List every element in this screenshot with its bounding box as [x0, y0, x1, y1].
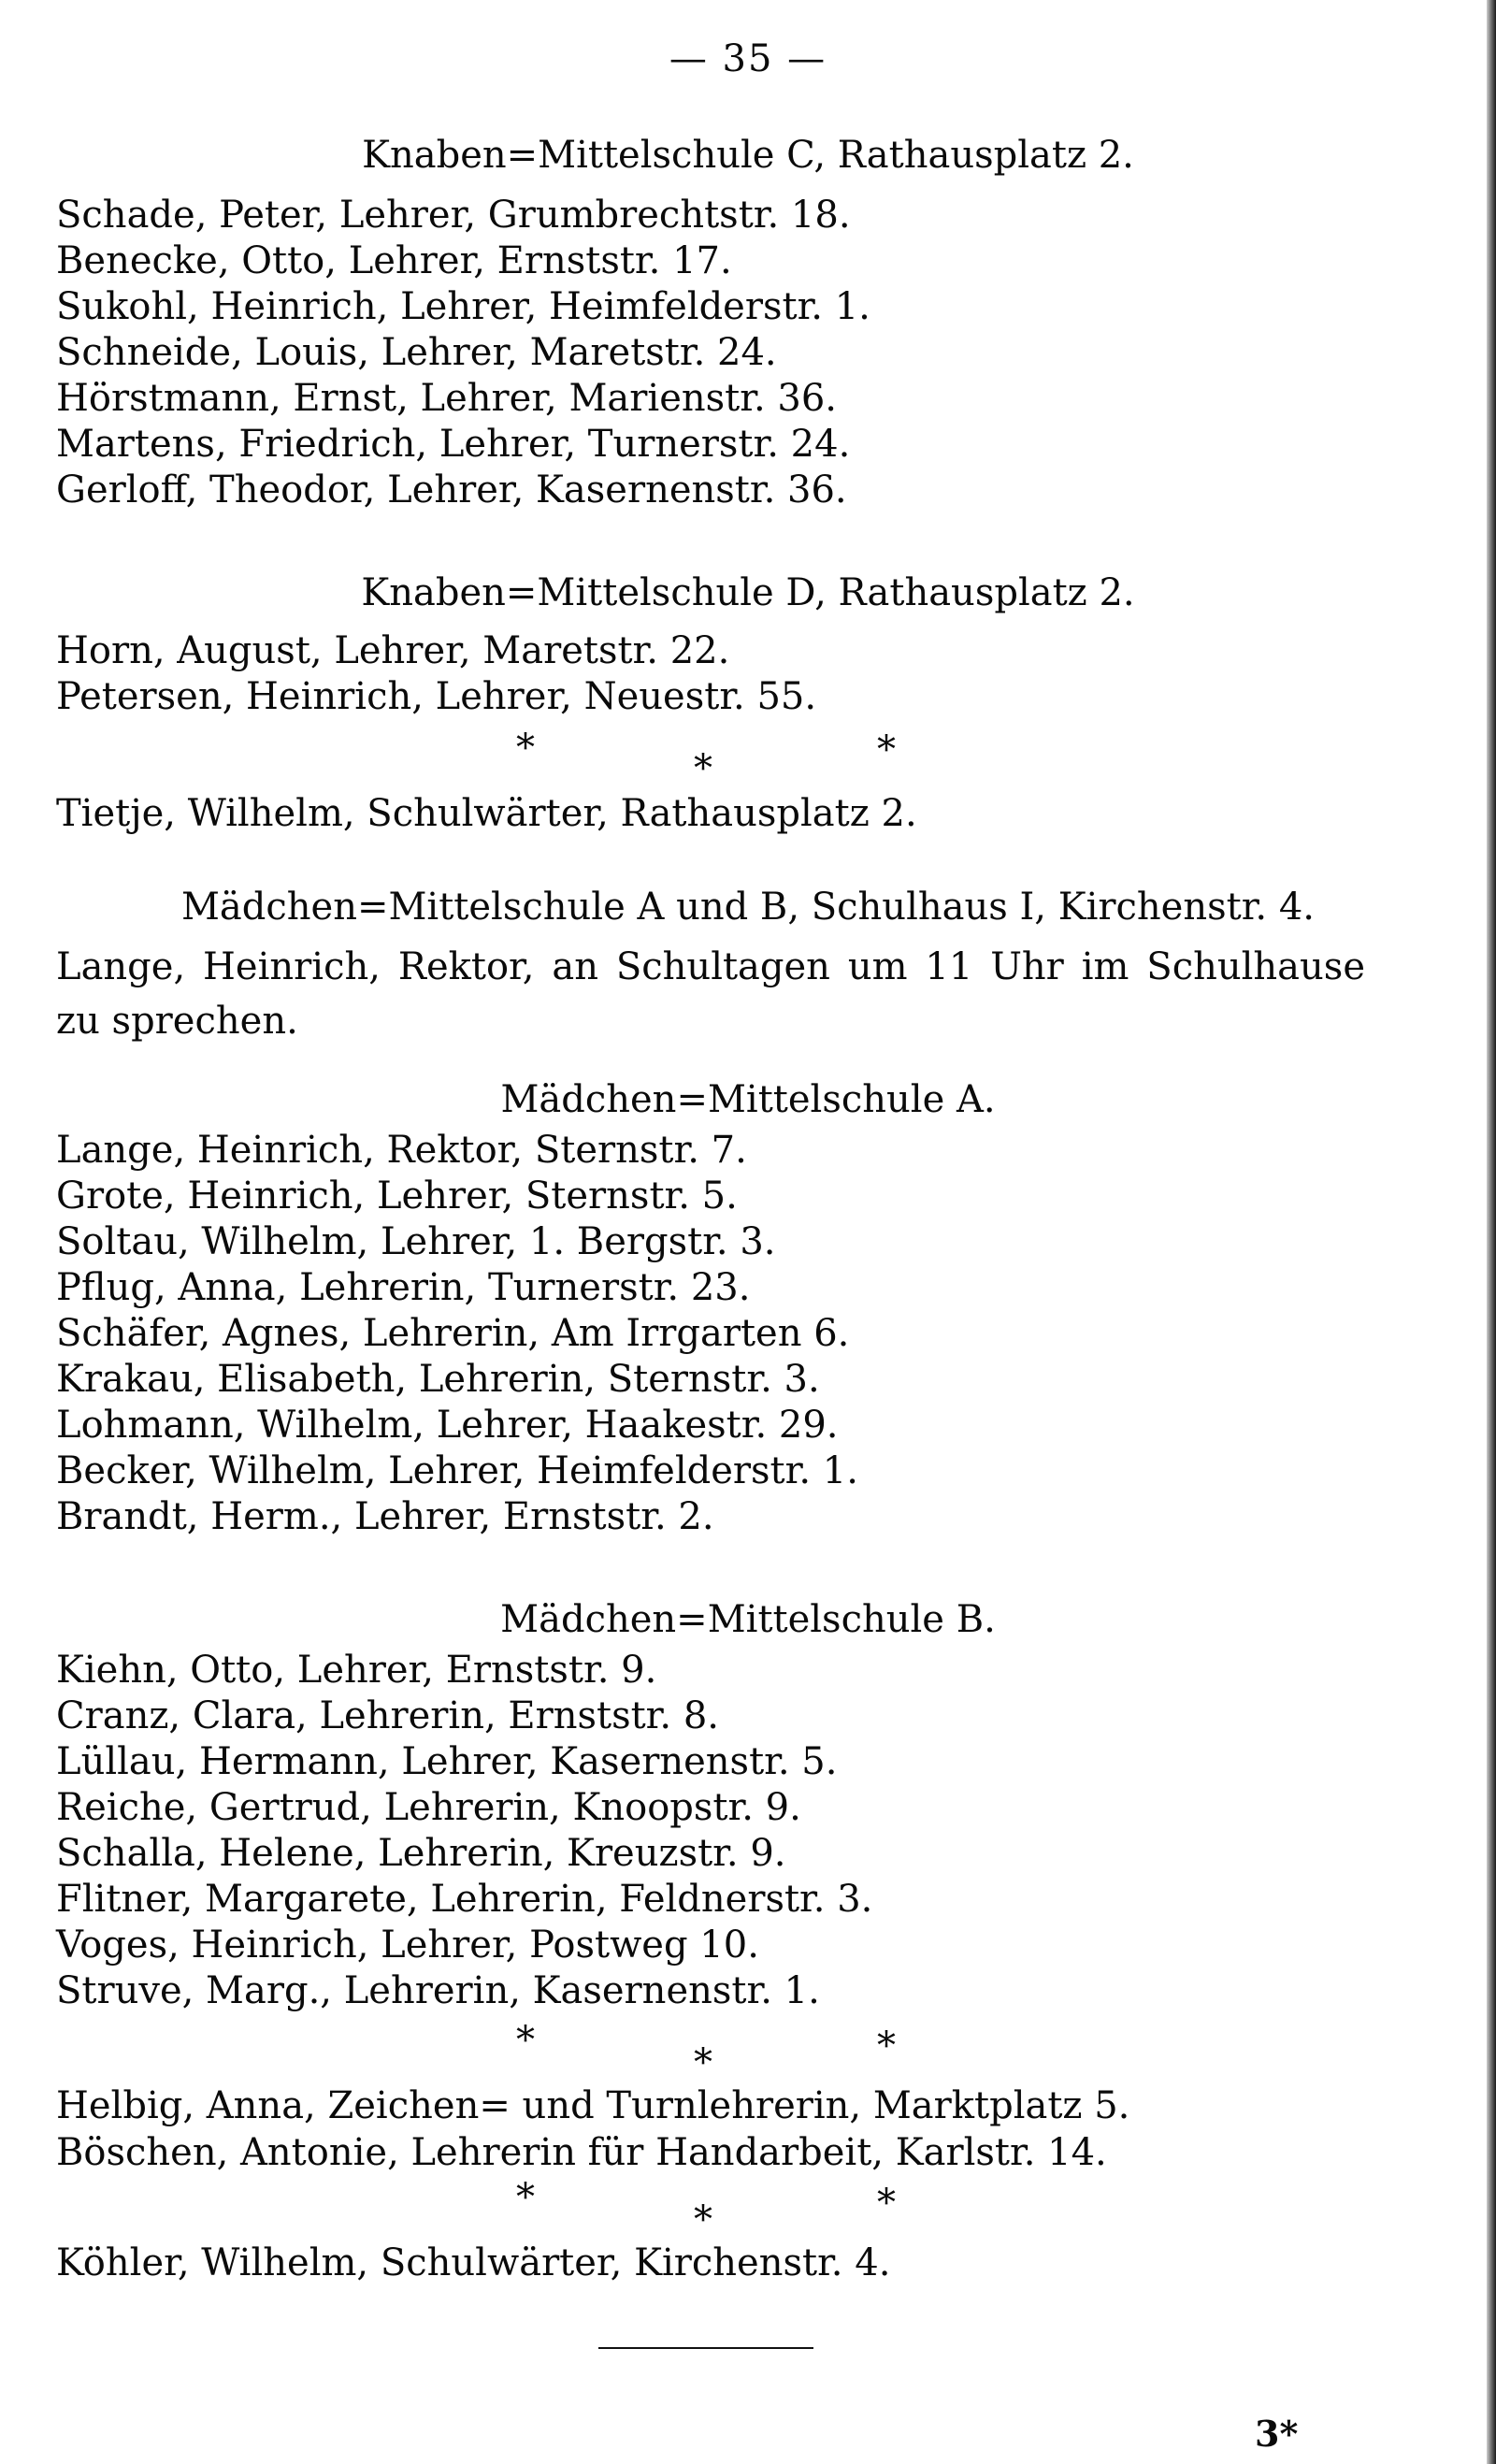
separator-star: * — [516, 727, 535, 770]
entry-schade: Schade, Peter, Lehrer, Grumbrechtstr. 18. — [56, 194, 851, 237]
entry-helbig: Helbig, Anna, Zeichen= und Turnlehrerin, Marktplatz 5. — [56, 2084, 1130, 2127]
separator-star: * — [877, 728, 896, 771]
section-heading-maedchen-ab: Mädchen=Mittelschule A und B, Schulhaus I, Kirchenstr. 4. — [180, 886, 1316, 929]
section-heading-maedchen-a: Mädchen=Mittelschule A. — [500, 1078, 996, 1121]
entry-petersen: Petersen, Heinrich, Lehrer, Neuestr. 55. — [56, 675, 817, 718]
separator-star: * — [877, 2025, 896, 2068]
entry-martens: Martens, Friedrich, Lehrer, Turnerstr. 24. — [56, 423, 851, 466]
separator-star: * — [694, 747, 712, 790]
entry-lohmann: Lohmann, Wilhelm, Lehrer, Haakestr. 29. — [56, 1404, 839, 1447]
separator-star: * — [516, 2176, 535, 2219]
section-heading-knaben-c: Knaben=Mittelschule C, Rathausplatz 2. — [362, 134, 1134, 177]
entry-reiche: Reiche, Gertrud, Lehrerin, Knoopstr. 9. — [56, 1786, 801, 1829]
section-heading-maedchen-b: Mädchen=Mittelschule B. — [500, 1598, 996, 1641]
entry-flitner: Flitner, Margarete, Lehrerin, Feldnerstr. 3. — [56, 1878, 873, 1921]
entry-koehler: Köhler, Wilhelm, Schulwärter, Kirchenstr. 4. — [56, 2241, 891, 2284]
entry-schneide: Schneide, Louis, Lehrer, Maretstr. 24. — [56, 331, 777, 374]
entry-luellau: Lüllau, Hermann, Lehrer, Kasernenstr. 5. — [56, 1740, 838, 1783]
entry-schalla: Schalla, Helene, Lehrerin, Kreuzstr. 9. — [56, 1832, 786, 1875]
entry-kiehn: Kiehn, Otto, Lehrer, Ernststr. 9. — [56, 1649, 657, 1692]
entry-sukohl: Sukohl, Heinrich, Lehrer, Heimfelderstr. 1. — [56, 285, 870, 328]
entry-krakau: Krakau, Elisabeth, Lehrerin, Sternstr. 3. — [56, 1358, 820, 1401]
entry-schaefer: Schäfer, Agnes, Lehrerin, Am Irrgarten 6. — [56, 1312, 850, 1355]
entry-soltau: Soltau, Wilhelm, Lehrer, 1. Bergstr. 3. — [56, 1220, 776, 1263]
page-number: — 35 — — [669, 37, 827, 80]
entry-benecke: Benecke, Otto, Lehrer, Ernststr. 17. — [56, 239, 732, 282]
entry-hoerstmann: Hörstmann, Ernst, Lehrer, Marienstr. 36. — [56, 377, 837, 420]
entry-lange-rektor-text: Lange, Heinrich, Rektor, an Schultagen um 11 Uhr im Schulhause zu sprechen. — [56, 945, 1365, 1043]
entry-horn: Horn, August, Lehrer, Maretstr. 22. — [56, 629, 730, 672]
entry-voges: Voges, Heinrich, Lehrer, Postweg 10. — [56, 1924, 759, 1967]
entry-cranz: Cranz, Clara, Lehrerin, Ernststr. 8. — [56, 1694, 719, 1737]
section-heading-knaben-d: Knaben=Mittelschule D, Rathausplatz 2. — [361, 571, 1135, 614]
entry-struve: Struve, Marg., Lehrerin, Kasernenstr. 1. — [56, 1969, 820, 2012]
entry-pflug: Pflug, Anna, Lehrerin, Turnerstr. 23. — [56, 1266, 751, 1309]
separator-star: * — [694, 2041, 712, 2084]
separator-star: * — [516, 2019, 535, 2062]
entry-lange: Lange, Heinrich, Rektor, Sternstr. 7. — [56, 1129, 747, 1172]
entry-gerloff: Gerloff, Theodor, Lehrer, Kasernenstr. 36. — [56, 468, 847, 512]
sheet-signature: 3* — [1255, 2413, 1299, 2455]
entry-grote: Grote, Heinrich, Lehrer, Sternstr. 5. — [56, 1174, 738, 1218]
separator-star: * — [877, 2182, 896, 2225]
entry-lange-rektor-note — [56, 940, 1365, 1048]
entry-tietje: Tietje, Wilhelm, Schulwärter, Rathausplatz 2. — [56, 792, 917, 835]
closing-rule — [598, 2347, 813, 2349]
entry-boeschen: Böschen, Antonie, Lehrerin für Handarbeit, Karlstr. 14. — [56, 2131, 1107, 2174]
separator-star: * — [694, 2198, 712, 2241]
entry-brandt: Brandt, Herm., Lehrer, Ernststr. 2. — [56, 1495, 714, 1538]
entry-becker: Becker, Wilhelm, Lehrer, Heimfelderstr. 1. — [56, 1449, 858, 1492]
